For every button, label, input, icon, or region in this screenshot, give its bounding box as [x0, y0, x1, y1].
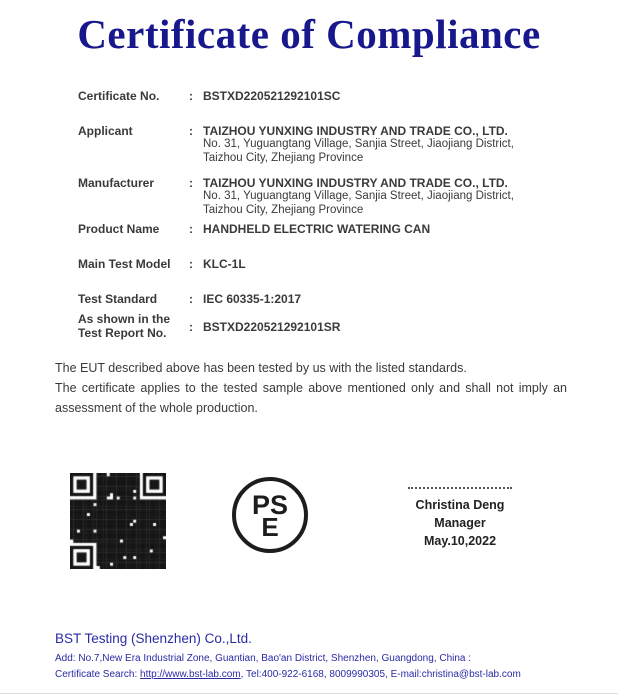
certificate-search-link[interactable]: http://www.bst-lab.com: [140, 669, 241, 680]
certificate-search-label: Certificate Search:: [55, 669, 141, 680]
row-colon: :: [189, 89, 193, 103]
footer-address: Add: No.7,New Era Industrial Zone, Guantian, Bao'an District, Shenzhen, Guangdong, China :: [55, 653, 472, 664]
bottom-divider: [0, 693, 618, 694]
footer-company-name: BST Testing (Shenzhen) Co.,Ltd.: [55, 631, 252, 646]
pse-mark-bottom-text: E: [261, 511, 279, 542]
details-row-certificate-no: [78, 89, 564, 103]
row-value: HANDHELD ELECTRIC WATERING CAN: [203, 222, 431, 236]
signature-dotted-line: [408, 481, 512, 489]
row-label-line2: Test Report No.: [78, 325, 167, 340]
row-label: Manufacturer: [78, 176, 155, 190]
compliance-statement: [55, 358, 567, 418]
row-value: TAIZHOU YUNXING INDUSTRY AND TRADE CO., LTD.: [203, 176, 508, 190]
row-value: BSTXD220521292101SC: [203, 89, 341, 103]
row-label: Applicant: [78, 124, 133, 138]
statement-line-1: The EUT described above has been tested by us with the listed standards.: [55, 361, 467, 375]
row-value: KLC-1L: [203, 257, 246, 271]
row-colon: :: [189, 319, 193, 334]
footer: [55, 630, 595, 683]
row-colon: :: [189, 222, 193, 236]
qr-code-icon: [70, 473, 166, 569]
signatory-role: Manager: [434, 516, 486, 530]
pse-mark-top-text: PS: [251, 489, 289, 520]
row-label-line1: As shown in the: [78, 312, 171, 326]
details-row-product-name: [78, 222, 564, 236]
statement-line-2: The certificate applies to the tested sample above mentioned only and shall not imply an assessment of the whole production.: [55, 381, 567, 415]
certificate-details: [78, 89, 564, 340]
row-colon: :: [189, 292, 193, 306]
footer-contact-info: , Tel:400-922-6168, 8009990305, E-mail:christina@bst-lab.com: [240, 669, 521, 680]
details-row-test-report-no: [78, 313, 564, 340]
row-value: BSTXD220521292101SR: [203, 319, 341, 334]
row-colon: :: [189, 257, 193, 271]
row-colon: :: [189, 124, 193, 138]
row-label: Certificate No.: [78, 89, 160, 103]
details-row-applicant: [78, 124, 564, 165]
signature-date: May.10,2022: [423, 534, 497, 548]
row-value: IEC 60335-1:2017: [203, 292, 302, 306]
address-line: Taizhou City, Zhejiang Province: [203, 203, 364, 216]
row-colon: :: [189, 176, 193, 190]
address-line: Taizhou City, Zhejiang Province: [203, 151, 364, 164]
certificate-title: Certificate of Compliance: [77, 11, 541, 57]
signature-block: [398, 481, 522, 550]
details-row-test-standard: [78, 292, 564, 306]
details-row-main-test-model: [78, 257, 564, 271]
row-label: Main Test Model: [78, 257, 171, 271]
address-line: No. 31, Yuguangtang Village, Sanjia Street, Jiaojiang District,: [203, 138, 514, 150]
address-line: No. 31, Yuguangtang Village, Sanjia Street, Jiaojiang District,: [203, 190, 514, 202]
pse-mark-icon: [232, 477, 308, 553]
row-label: [78, 313, 189, 340]
row-value: TAIZHOU YUNXING INDUSTRY AND TRADE CO., LTD.: [203, 124, 508, 138]
signatory-name: Christina Deng: [415, 498, 505, 512]
row-label: Product Name: [78, 222, 160, 236]
certificate-search-line: [55, 667, 595, 683]
row-label: Test Standard: [78, 292, 158, 306]
details-row-manufacturer: [78, 176, 564, 217]
